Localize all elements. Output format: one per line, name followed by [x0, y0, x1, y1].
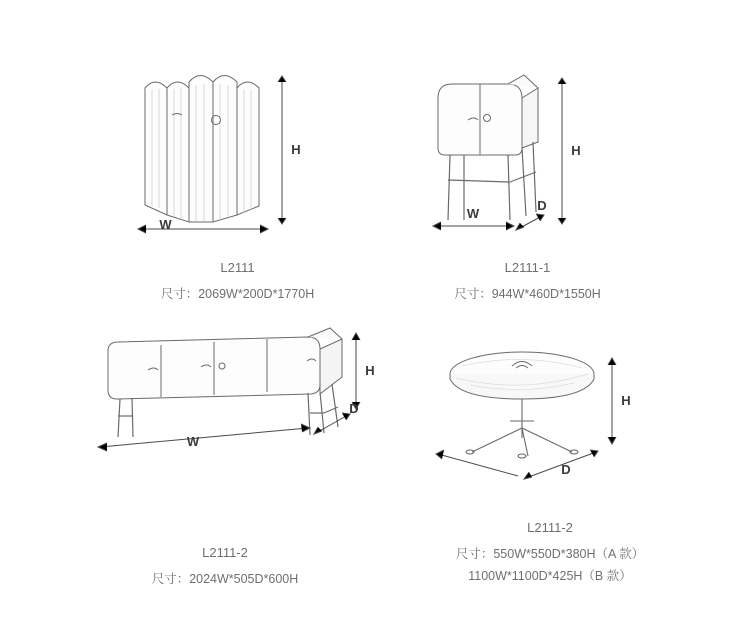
width-label: W: [159, 217, 172, 232]
product-code: L2111-2: [202, 545, 248, 560]
tall-cabinet-icon: [390, 30, 665, 235]
round-coffee-table-icon: [400, 330, 700, 495]
product-dimensions: 尺寸：2024W*505D*600H: [151, 572, 299, 586]
product-code: L2111: [220, 260, 255, 275]
width-label: W: [186, 434, 200, 449]
caption-sideboard: [60, 542, 390, 590]
product-cell-screen-divider: [100, 30, 375, 301]
folding-screen-figure: [100, 30, 375, 235]
product-dimensions: 尺寸：550W*550D*380H（A 款）: [455, 547, 645, 561]
product-cell-sideboard: [60, 315, 390, 586]
height-label: H: [365, 363, 375, 378]
width-label: W: [466, 206, 480, 221]
height-label: H: [571, 143, 581, 158]
caption-round-table: [400, 517, 700, 587]
depth-label: D: [561, 462, 571, 477]
product-dimensions: 尺寸：2069W*200D*1770H: [160, 287, 315, 301]
height-label: H: [291, 142, 301, 157]
depth-label: D: [349, 401, 359, 416]
caption-tall-cabinet: [390, 257, 665, 305]
product-cell-round-table: [400, 330, 700, 590]
product-cell-tall-cabinet: [390, 30, 665, 301]
folding-screen-icon: [100, 30, 375, 235]
depth-label: D: [537, 198, 547, 213]
product-dimensions-alt: 1100W*1100D*425H（B 款）: [468, 569, 632, 583]
tall-cabinet-figure: [390, 30, 665, 235]
caption-screen-divider: [100, 257, 375, 305]
sideboard-figure: [60, 315, 390, 490]
product-code: L2111-1: [504, 260, 551, 275]
product-code: L2111-2: [527, 520, 573, 535]
round-table-figure: [400, 330, 700, 495]
product-dimensions: 尺寸：944W*460D*1550H: [454, 287, 601, 301]
height-label: H: [621, 393, 631, 408]
sideboard-icon: [60, 315, 390, 490]
